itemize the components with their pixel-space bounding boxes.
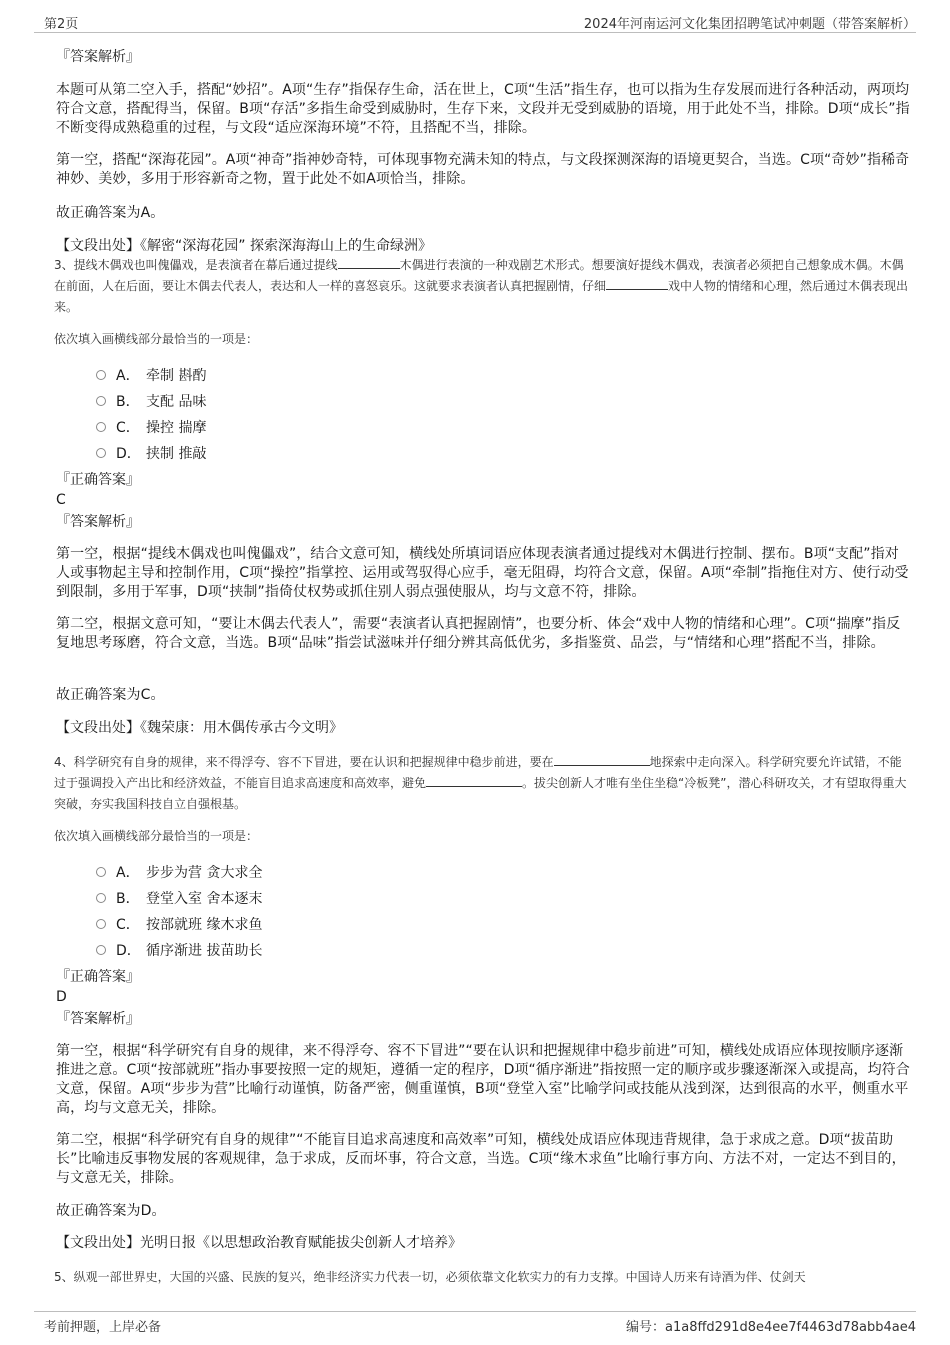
q3-option-d[interactable]	[96, 445, 206, 463]
option-text: 登堂入室 舍本逐末	[146, 891, 263, 907]
q4-blank-1	[554, 753, 650, 766]
option-key: C．	[116, 420, 140, 436]
q4-stem-part1: 4、科学研究有自身的规律，来不得浮夸、容不下冒进，要在认识和把握规律中稳步前进，要在	[54, 755, 554, 769]
option-key: D．	[116, 446, 141, 462]
q4-answer: D	[56, 989, 67, 1005]
option-text: 支配 品味	[146, 394, 207, 410]
q3-option-b[interactable]	[96, 393, 206, 411]
q3-conclusion: 故正确答案为C。	[56, 687, 165, 703]
q4-analysis-para1: 第一空，根据“科学研究有自身的规律，来不得浮夸、容不下冒进”“要在认识和把握规律中稳步前进”可知，横线处成语应体现按顺序逐渐推进之意。C项“按部就班”指办事要按照一定的规矩，遵循一定的程序，D项“循序渐进”指按照一定的顺序或步骤逐渐深入或提高，均符合文意，保留。A项“步步为营”比喻行动谨慎，防备严密，侧重谨慎，B项“登堂入室”比喻学问或技能从浅到深，达到很高的水平，侧重水平高，均与文意无关，排除。	[56, 1043, 910, 1116]
radio-icon[interactable]	[96, 448, 106, 458]
radio-icon[interactable]	[96, 396, 106, 406]
q3-option-c[interactable]	[96, 419, 206, 437]
q3-prompt: 依次填入画横线部分最恰当的一项是：	[54, 332, 259, 346]
q3-stem-part1: 3、提线木偶戏也叫傀儡戏，是表演者在幕后通过提线	[54, 258, 338, 272]
radio-icon[interactable]	[96, 422, 106, 432]
q3-stem-part3: 戏中人物的情绪和心理，然后通过木偶表现出来。	[54, 279, 909, 314]
q4-stem-part2: 地探索中走向深入。科学研究要允许试错，不能过于强调投入产出比和经济效益，不能盲目追求高速度和高效率，避免	[54, 755, 902, 790]
radio-icon[interactable]	[96, 945, 106, 955]
q2-source: 【文段出处】《解密“深海花园” 探索深海海山上的生命绿洲》	[56, 238, 432, 254]
radio-icon[interactable]	[96, 919, 106, 929]
page-number: 第2页	[44, 17, 79, 32]
q3-analysis-para2: 第二空，根据文意可知，“要让木偶去代表人”，需要“表演者认真把握剧情”，也要分析、体会“戏中人物的情绪和心理”。C项“揣摩”指反复地思考琢磨，符合文意，当选。B项“品味”指尝试滋味并仔细分辨其高低优劣，多指鉴赏、品尝，与“情绪和心理”搭配不当，排除。	[56, 616, 901, 651]
document-title: 2024年河南运河文化集团招聘笔试冲刺题（带答案解析）	[583, 17, 916, 32]
q4-option-d[interactable]	[96, 942, 262, 960]
q4-analysis-para2: 第二空，根据“科学研究有自身的规律”“不能盲目追求高速度和高效率”可知，横线处成语应体现违背规律，急于求成之意。D项“拔苗助长”比喻违反事物发展的客观规律，急于求成，反而坏事，符合文意，当选。C项“缘木求鱼”比喻行事方向、方法不对，一定达不到目的，与文意无关，排除。	[56, 1132, 906, 1186]
option-key: B．	[116, 394, 140, 410]
radio-icon[interactable]	[96, 370, 106, 380]
q3-stem	[54, 255, 910, 318]
q2-conclusion: 故正确答案为A。	[56, 205, 165, 221]
q4-blank-2	[426, 774, 522, 787]
q4-conclusion: 故正确答案为D。	[56, 1203, 166, 1219]
q2-analysis-para1: 本题可从第二空入手，搭配“妙招”。A项“生存”指保存生命，活在世上，C项“生活”指生存，也可以指为生存发展而进行各种活动，两项均符合文意，搭配得当，保留。B项“存活”多指生命受到威胁时，生存下来，文段并无受到威胁的语境，用于此处不当，排除。D项“成长”指不断变得成熟稳重的过程，与文段“适应深海环境”不符，且搭配不当，排除。	[56, 82, 910, 136]
q4-answer-label: 『正确答案』	[56, 969, 140, 985]
radio-icon[interactable]	[96, 867, 106, 877]
page-footer	[34, 1311, 916, 1336]
document-id: 编号：a1a8ffd291d8e4ee7f4463d78abb4ae4	[626, 1320, 916, 1335]
radio-icon[interactable]	[96, 893, 106, 903]
option-key: B．	[116, 891, 140, 907]
q4-option-b[interactable]	[96, 890, 262, 908]
q4-stem	[54, 752, 910, 815]
q3-option-a[interactable]	[96, 367, 206, 385]
q4-option-a[interactable]	[96, 864, 262, 882]
q3-answer-label: 『正确答案』	[56, 472, 140, 488]
option-text: 操控 揣摩	[146, 420, 207, 436]
option-key: C．	[116, 917, 140, 933]
option-text: 按部就班 缘木求鱼	[146, 917, 263, 933]
footer-slogan: 考前押题，上岸必备	[44, 1320, 162, 1335]
q3-blank-1	[338, 256, 400, 269]
q5-stem: 5、纵观一部世界史，大国的兴盛、民族的复兴，绝非经济实力代表一切，必须依靠文化软实力的有力支撑。中国诗人历来有诗酒为伴、仗剑天	[54, 1270, 806, 1284]
option-text: 牵制 斟酌	[146, 368, 207, 384]
q3-blank-2	[606, 277, 668, 290]
q3-analysis-label: 『答案解析』	[56, 514, 140, 530]
q3-analysis-para1: 第一空，根据“提线木偶戏也叫傀儡戏”，结合文意可知，横线处所填词语应体现表演者通过提线对木偶进行控制、摆布。B项“支配”指对人或事物起主导和控制作用，C项“操控”指掌控、运用或驾驭得心应手，毫无阻碍，均符合文意，保留。A项“牵制”指拖住对方、使行动受到限制，多用于军事，D项“挟制”指倚仗权势或抓住别人弱点强使服从，均与文意不符，排除。	[56, 546, 909, 600]
q4-source: 【文段出处】光明日报《以思想政治教育赋能拔尖创新人才培养》	[56, 1235, 462, 1251]
q3-stem-part2: 木偶进行表演的一种戏剧艺术形式。想要演好提线木偶戏，表演者必须把自己想象成木偶。木偶在前面，人在后面，要让木偶去代表人，表达和人一样的喜怒哀乐。这就要求表演者认真把握剧情，仔细	[54, 258, 904, 293]
option-text: 循序渐进 拔苗助长	[146, 943, 263, 959]
q3-answer: C	[56, 492, 66, 508]
page-header	[34, 10, 916, 33]
q4-stem-part3: 。拔尖创新人才唯有坐住坐稳“冷板凳”，潜心科研攻关，才有望取得重大突破，夯实我国科技自立自强根基。	[54, 776, 907, 811]
q2-analysis-label: 『答案解析』	[56, 49, 140, 65]
q3-source: 【文段出处】《魏荣康：用木偶传承古今文明》	[56, 720, 343, 736]
q2-analysis-para2: 第一空，搭配“深海花园”。A项“神奇”指神妙奇特，可体现事物充满未知的特点，与文段探测深海的语境更契合，当选。C项“奇妙”指稀奇神妙、美妙，多用于形容新奇之物，置于此处不如A项恰当，排除。	[56, 152, 910, 187]
q4-prompt: 依次填入画横线部分最恰当的一项是：	[54, 829, 259, 843]
q4-analysis-label: 『答案解析』	[56, 1011, 140, 1027]
option-key: A．	[116, 865, 140, 881]
option-key: A．	[116, 368, 140, 384]
option-text: 挟制 推敲	[146, 446, 207, 462]
option-key: D．	[116, 943, 141, 959]
q4-option-c[interactable]	[96, 916, 262, 934]
option-text: 步步为营 贪大求全	[146, 865, 263, 881]
